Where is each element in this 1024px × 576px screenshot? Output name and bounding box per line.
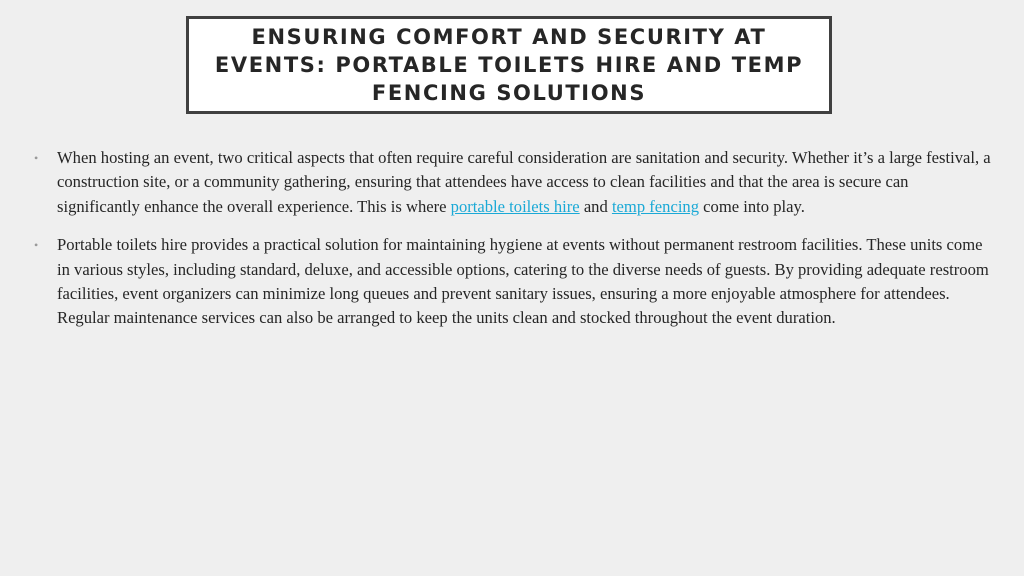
slide-title-box: [186, 16, 832, 114]
paragraph-1-text-between: and: [579, 196, 612, 216]
portable-toilets-hire-link[interactable]: portable toilets hire: [450, 196, 580, 216]
bullet-item-portable-toilets: [34, 233, 994, 331]
bullet-item-intro: [34, 146, 994, 219]
paragraph-1-text-after: come into play.: [699, 196, 805, 216]
bullet-list: [34, 146, 994, 345]
bullet-dot-icon: •: [34, 238, 39, 253]
temp-fencing-link[interactable]: temp fencing: [611, 196, 700, 216]
paragraph-1-text-before: When hosting an event, two critical aspects that often require careful consideration are sanitation and security. Whether it’s a large festival, a construction site, or a community gathering, ensuring that attendees have access to clean facilities and that the area is secure can significantly enhance the overall experience. This is where: [57, 148, 991, 216]
bullet-dot-icon: •: [34, 151, 39, 165]
slide-title: ENSURING COMFORT AND SECURITY AT EVENTS: PORTABLE TOILETS HIRE AND TEMP FENCING SOLUTIONS: [214, 25, 804, 105]
paragraph-2-text: Portable toilets hire provides a practical solution for maintaining hygiene at events without permanent restroom facilities. These units come in various styles, including standard, deluxe, and accessible options, catering to the diverse needs of guests. By providing adequate restroom facilities, event organizers can minimize long queues and prevent sanitary issues, ensuring a more enjoyable atmosphere for attendees. Regular maintenance services can also be arranged to keep the units clean and stocked throughout the event duration.: [57, 235, 989, 328]
